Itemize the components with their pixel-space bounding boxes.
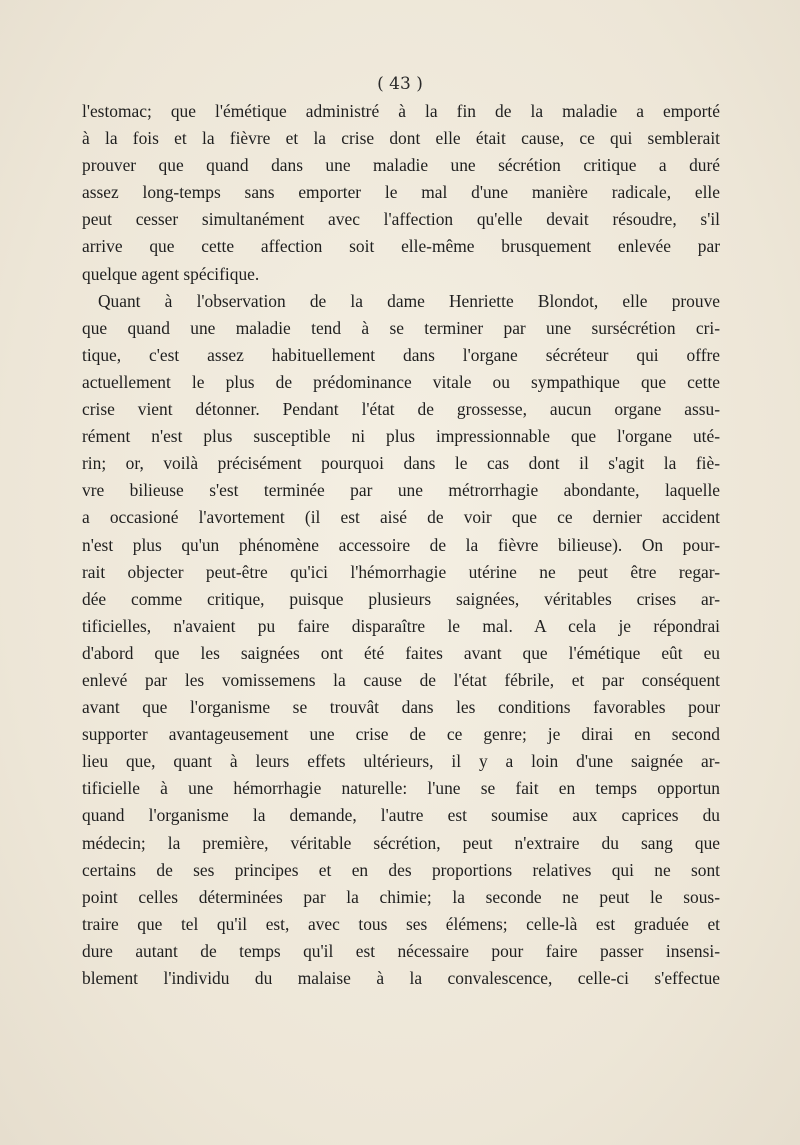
page-number: ( 43 ) — [377, 74, 423, 94]
text-line: actuellement le plus de prédominance vitale ou sympathique que cette — [82, 371, 720, 392]
text-line: dure autant de temps qu'il est nécessaire pour faire passer insensi- — [82, 940, 720, 961]
text-line: crise vient détonner. Pendant l'état de grossesse, aucun organe assu- — [82, 399, 720, 420]
text-line: traire que tel qu'il est, avec tous ses élémens; celle-là est graduée et — [82, 913, 720, 934]
text-line: rément n'est plus susceptible ni plus impressionnable que l'organe uté- — [82, 426, 720, 447]
text-line: arrive que cette affection soit elle-même brusquement enlevée par — [82, 236, 720, 257]
text-line: d'abord que les saignées ont été faites avant que l'émétique eût eu — [82, 642, 720, 663]
text-line: certains de ses principes et en des proportions relatives qui ne sont — [82, 859, 720, 880]
text-line: a occasioné l'avortement (il est aisé de voir que ce dernier accident — [82, 507, 720, 528]
text-line: quand l'organisme la demande, l'autre est soumise aux caprices du — [82, 805, 720, 826]
text-line: peut cesser simultanément avec l'affection qu'elle devait résoudre, s'il — [82, 209, 720, 230]
text-line: l'estomac; que l'émétique administré à la fin de la maladie a emporté — [82, 101, 720, 121]
text-line: blement l'individu du malaise à la convalescence, celle-ci s'effectue — [82, 968, 720, 988]
text-line: point celles déterminées par la chimie; la seconde ne peut le sous- — [82, 886, 720, 907]
text-line: avant que l'organisme se trouvât dans les conditions favorables pour — [82, 697, 720, 718]
text-line: quelque agent spécifique. — [82, 263, 260, 284]
text-line: n'est plus qu'un phénomène accessoire de la fièvre bilieuse). On pour- — [82, 534, 720, 555]
text-line: enlevé par les vomissemens la cause de l'état fébrile, et par conséquent — [82, 669, 720, 690]
text-line: assez long-temps sans emporter le mal d'une manière radicale, elle — [82, 182, 720, 203]
body-text — [82, 98, 720, 992]
text-line: vre bilieuse s'est terminée par une métrorrhagie abondante, laquelle — [82, 480, 720, 501]
text-line: tique, c'est assez habituellement dans l'organe sécréteur qui offre — [82, 344, 720, 365]
text-line: rin; or, voilà précisément pourquoi dans le cas dont il s'agit la fiè- — [82, 453, 720, 474]
text-line: que quand une maladie tend à se terminer par une sursécrétion cri- — [82, 317, 720, 338]
text-line: Quant à l'observation de la dame Henriette Blondot, elle prouve — [98, 290, 720, 311]
text-line: lieu que, quant à leurs effets ultérieurs, il y a loin d'une saignée ar- — [82, 751, 720, 772]
text-line: supporter avantageusement une crise de ce genre; je dirai en second — [82, 724, 720, 745]
text-line: prouver que quand dans une maladie une sécrétion critique a duré — [82, 155, 720, 176]
text-line: tificielle à une hémorrhagie naturelle: l'une se fait en temps opportun — [82, 778, 720, 799]
text-line: médecin; la première, véritable sécrétion, peut n'extraire du sang que — [82, 832, 720, 853]
text-line: rait objecter peut-être qu'ici l'hémorrhagie utérine ne peut être regar- — [82, 561, 720, 582]
text-line: dée comme critique, puisque plusieurs saignées, véritables crises ar- — [82, 588, 720, 609]
text-line: à la fois et la fièvre et la crise dont elle était cause, ce qui semblerait — [82, 128, 720, 149]
text-line: tificielles, n'avaient pu faire disparaître le mal. A cela je répondrai — [82, 615, 720, 636]
